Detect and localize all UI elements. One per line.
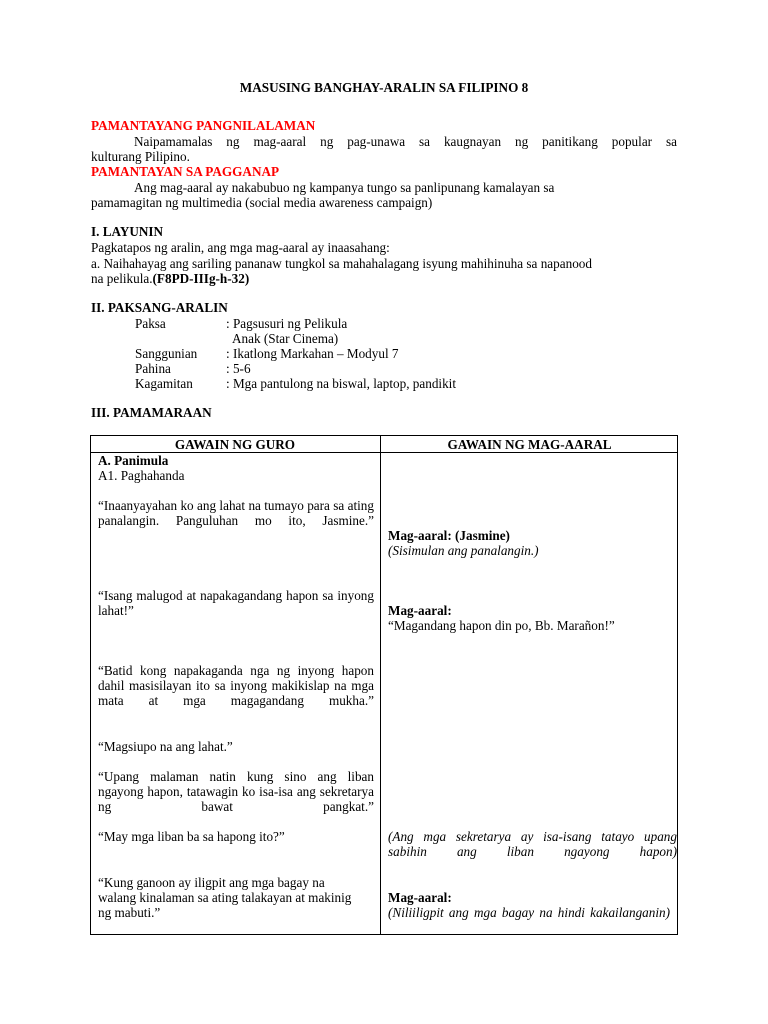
paksang-aralin-heading: II. PAKSANG-ARALIN [91, 300, 228, 315]
mag-aaral-speaker-1: Mag-aaral: (Jasmine) [388, 528, 510, 543]
pamantayang-pangnilalaman-line2: kulturang Pilipino. [91, 149, 190, 164]
layunin-heading: I. LAYUNIN [91, 224, 164, 239]
mag-aaral-response-3: (Ang mga sekretarya ay isa-isang tatayo upang sabihin ang liban ngayong hapon) [388, 829, 677, 859]
column-header-mag-aaral: GAWAIN NG MAG-AARAL [447, 437, 612, 452]
panimula-label: A. Panimula [98, 453, 169, 468]
guro-statement-1: “Inaanyayahan ko ang lahat na tumayo para sa ating panalangin. Panguluhan mo ito, Jasmine.” [98, 498, 374, 528]
mag-aaral-response-1: (Sisimulan ang panalangin.) [388, 543, 539, 558]
table-header-divider [90, 452, 678, 453]
kagamitan-value: : Mga pantulong na biswal, laptop, pandikit [226, 376, 457, 391]
layunin-intro: Pagkatapos ng aralin, ang mga mag-aaral ay inaasahang: [91, 240, 390, 255]
paksa-label: Paksa [135, 316, 166, 331]
guro-statement-4: “Magsiupo na ang lahat.” [98, 739, 233, 754]
layunin-item-a-line1: a. Naihahayag ang sariling pananaw tungkol sa mahahalagang isyung mahihinuha sa napanood [91, 256, 592, 271]
pamamaraan-heading: III. PAMAMARAAN [91, 405, 212, 420]
sanggunian-label: Sanggunian [135, 346, 198, 361]
mag-aaral-response-4: (Niliiligpit ang mga bagay na hindi kakailanganin) [388, 905, 670, 920]
pamantayan-sa-pagganap-line2: pamamagitan ng multimedia (social media awareness campaign) [91, 195, 433, 210]
document-title: MASUSING BANGHAY-ARALIN SA FILIPINO 8 [239, 80, 529, 95]
pahina-value: : 5-6 [226, 361, 251, 376]
pamantayang-pangnilalaman-heading: PAMANTAYANG PANGNILALAMAN [91, 118, 316, 133]
mag-aaral-speaker-2: Mag-aaral: [388, 603, 452, 618]
mag-aaral-response-2: “Magandang hapon din po, Bb. Marañon!” [388, 618, 615, 633]
guro-statement-2: “Isang malugod at napakagandang hapon sa inyong lahat!” [98, 588, 374, 618]
guro-statement-3: “Batid kong napakaganda nga ng inyong hapon dahil masisilayan ito sa inyong makikislap na mga mata at mga magagandang mukha.” [98, 663, 374, 708]
pamantayan-sa-pagganap-heading: PAMANTAYAN SA PAGGANAP [91, 164, 280, 179]
guro-statement-5: “Upang malaman natin kung sino ang liban ngayong hapon, tatawagin ko isa-isa ang sekretarya ng bawat pangkat.” [98, 769, 374, 814]
mag-aaral-speaker-4: Mag-aaral: [388, 890, 452, 905]
guro-statement-6: “May mga liban ba sa hapong ito?” [98, 829, 285, 844]
guro-statement-7: “Kung ganoon ay iligpit ang mga bagay na walang kinalaman sa ating talakayan at makinig ng mabuti.” [98, 875, 352, 920]
pahina-label: Pahina [135, 361, 171, 376]
layunin-item-a-line2 [91, 271, 249, 286]
kagamitan-label: Kagamitan [135, 376, 193, 391]
pamantayan-sa-pagganap-line1: Ang mag-aaral ay nakabubuo ng kampanya tungo sa panlipunang kamalayan sa [134, 180, 555, 195]
layunin-item-a-text: na pelikula. [91, 271, 153, 286]
column-header-guro: GAWAIN NG GURO [174, 437, 296, 452]
paghahanda-label: A1. Paghahanda [98, 468, 185, 483]
table-column-divider [380, 435, 381, 935]
paksa-value: : Pagsusuri ng Pelikula [226, 316, 348, 331]
sanggunian-value: : Ikatlong Markahan – Modyul 7 [226, 346, 399, 361]
pamantayang-pangnilalaman-line1: Naipamamalas ng mag-aaral ng pag-unawa sa kaugnayan ng panitikang popular sa [134, 134, 677, 149]
layunin-item-a-code: (F8PD-IIIg-h-32) [152, 271, 250, 286]
paksa-value-continued: Anak (Star Cinema) [232, 331, 339, 346]
